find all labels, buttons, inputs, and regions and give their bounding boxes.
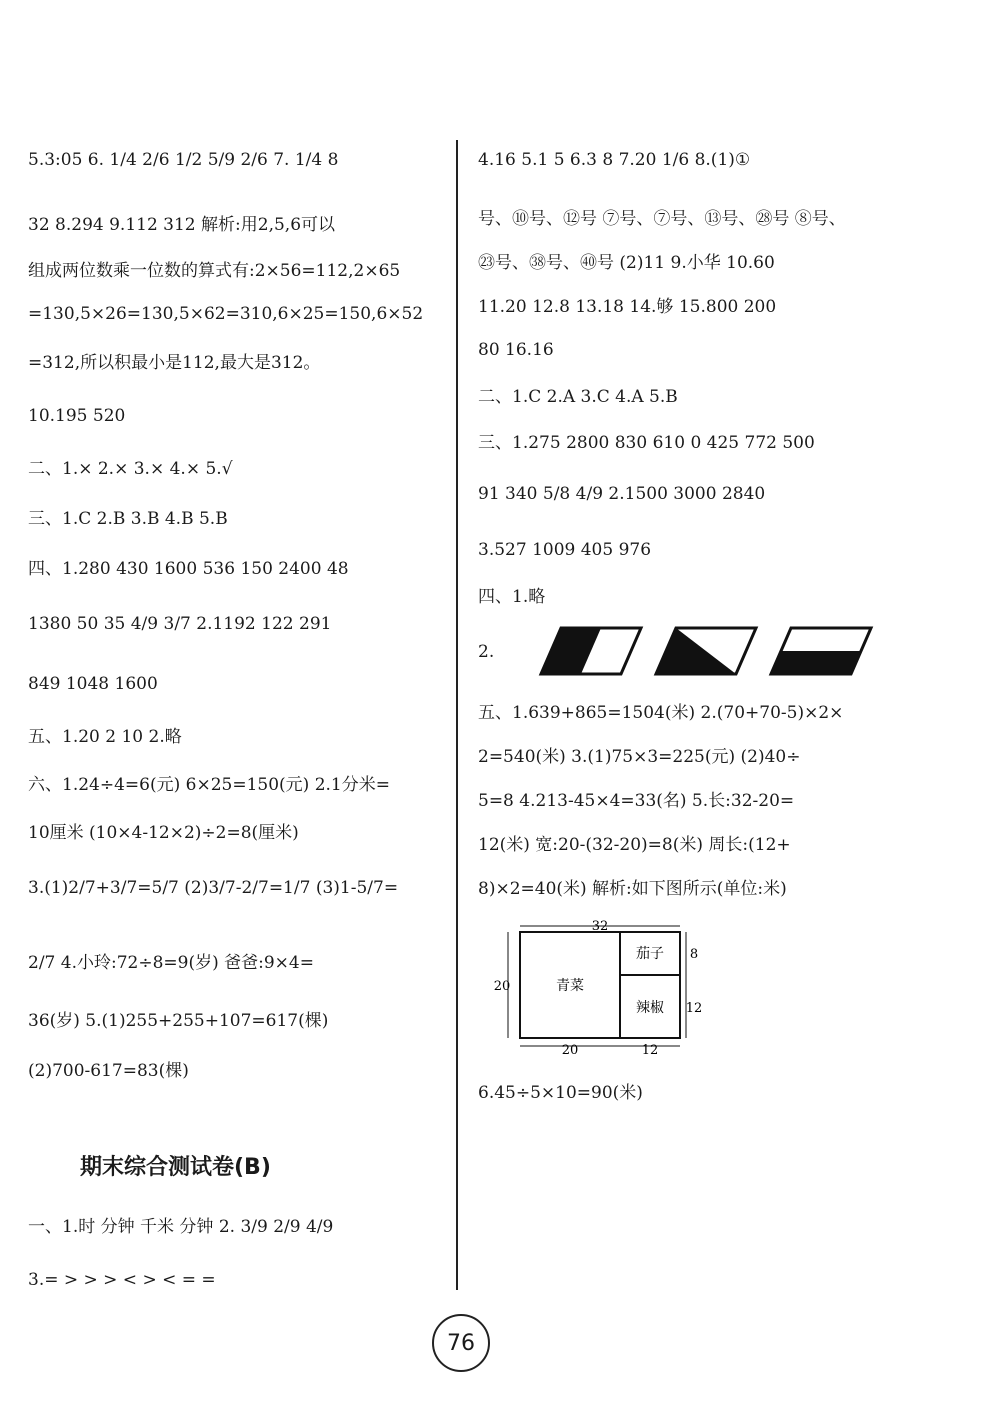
answer-line: 2/7 4.小玲:72÷8=9(岁) 爸爸:9×4= [28, 952, 314, 973]
answer-line: 2=540(米) 3.(1)75×3=225(元) (2)40÷ [478, 746, 801, 767]
dim-right-top: 8 [689, 947, 699, 962]
answer-line: 80 16.16 [478, 340, 554, 360]
parallelogram-figures [526, 626, 876, 676]
answer-line: 11.20 12.8 13.18 14.够 15.800 200 [478, 296, 777, 317]
answer-line: 10厘米 (10×4-12×2)÷2=8(厘米) [28, 822, 299, 843]
answer-line: 2. [478, 642, 495, 662]
answer-line: 12(米) 宽:20-(32-20)=8(米) 周长:(12+ [478, 834, 791, 855]
answer-line: 三、1.C 2.B 3.B 4.B 5.B [28, 508, 228, 529]
dim-top: 32 [591, 919, 609, 934]
cell-top-label: 茄子 [636, 946, 664, 962]
answer-line: 三、1.275 2800 830 610 0 425 772 500 [478, 432, 815, 453]
dim-left: 20 [493, 979, 511, 994]
page-number: 76 [432, 1314, 490, 1372]
answer-line: 5.3:05 6. 1/4 2/6 1/2 5/9 2/6 7. 1/4 8 [28, 150, 339, 170]
cell-bottom-label: 辣椒 [636, 1000, 664, 1016]
answer-line: 36(岁) 5.(1)255+255+107=617(棵) [28, 1010, 329, 1031]
garden-diagram [493, 919, 708, 1060]
answer-line: 五、1.639+865=1504(米) 2.(70+70-5)×2× [478, 702, 844, 723]
answer-line: 8)×2=40(米) 解析:如下图所示(单位:米) [478, 878, 787, 899]
answer-line: 91 340 5/8 4/9 2.1500 3000 2840 [478, 484, 766, 504]
dim-bottom-right: 12 [641, 1043, 659, 1058]
answer-line: 二、1.× 2.× 3.× 4.× 5.√ [28, 458, 233, 479]
answer-line: 1380 50 35 4/9 3/7 2.1192 122 291 [28, 614, 332, 634]
answer-line: 3.(1)2/7+3/7=5/7 (2)3/7-2/7=1/7 (3)1-5/7= [28, 878, 399, 898]
answer-line: 849 1048 1600 [28, 674, 158, 694]
dim-right-bottom: 12 [685, 1001, 703, 1016]
answer-line: 3.= > > > < > < = = [28, 1270, 216, 1290]
answer-line: 二、1.C 2.A 3.C 4.A 5.B [478, 386, 678, 407]
answer-line: 3.527 1009 405 976 [478, 540, 652, 560]
answer-line: 5=8 4.213-45×4=33(名) 5.长:32-20= [478, 790, 795, 811]
answer-line: 四、1.略 [478, 586, 546, 607]
answer-line: =312,所以积最小是112,最大是312。 [28, 352, 321, 373]
answer-line: 五、1.20 2 10 2.略 [28, 726, 182, 747]
column-divider [456, 140, 458, 1290]
answer-line: ㉓号、㊳号、㊵号 (2)11 9.小华 10.60 [478, 252, 775, 273]
answer-line: 32 8.294 9.112 312 解析:用2,5,6可以 [28, 214, 336, 235]
answer-line: =130,5×26=130,5×62=310,6×25=150,6×52 [28, 304, 424, 324]
answer-line: 一、1.时 分钟 千米 分钟 2. 3/9 2/9 4/9 [28, 1216, 334, 1237]
answer-line: (2)700-617=83(棵) [28, 1060, 189, 1081]
answer-line: 10.195 520 [28, 406, 126, 426]
section-heading: 期末综合测试卷(B) [80, 1155, 271, 1180]
dim-bottom-left: 20 [561, 1043, 579, 1058]
answer-line: 6.45÷5×10=90(米) [478, 1082, 643, 1103]
answer-line: 组成两位数乘一位数的算式有:2×56=112,2×65 [28, 260, 401, 281]
answer-line: 号、⑩号、⑫号 ⑦号、⑦号、⑬号、㉘号 ⑧号、 [478, 208, 846, 229]
answer-line: 四、1.280 430 1600 536 150 2400 48 [28, 558, 349, 579]
answer-line: 六、1.24÷4=6(元) 6×25=150(元) 2.1分米= [28, 774, 390, 795]
answer-line: 4.16 5.1 5 6.3 8 7.20 1/6 8.(1)① [478, 150, 751, 170]
cell-main-label: 青菜 [556, 978, 584, 994]
